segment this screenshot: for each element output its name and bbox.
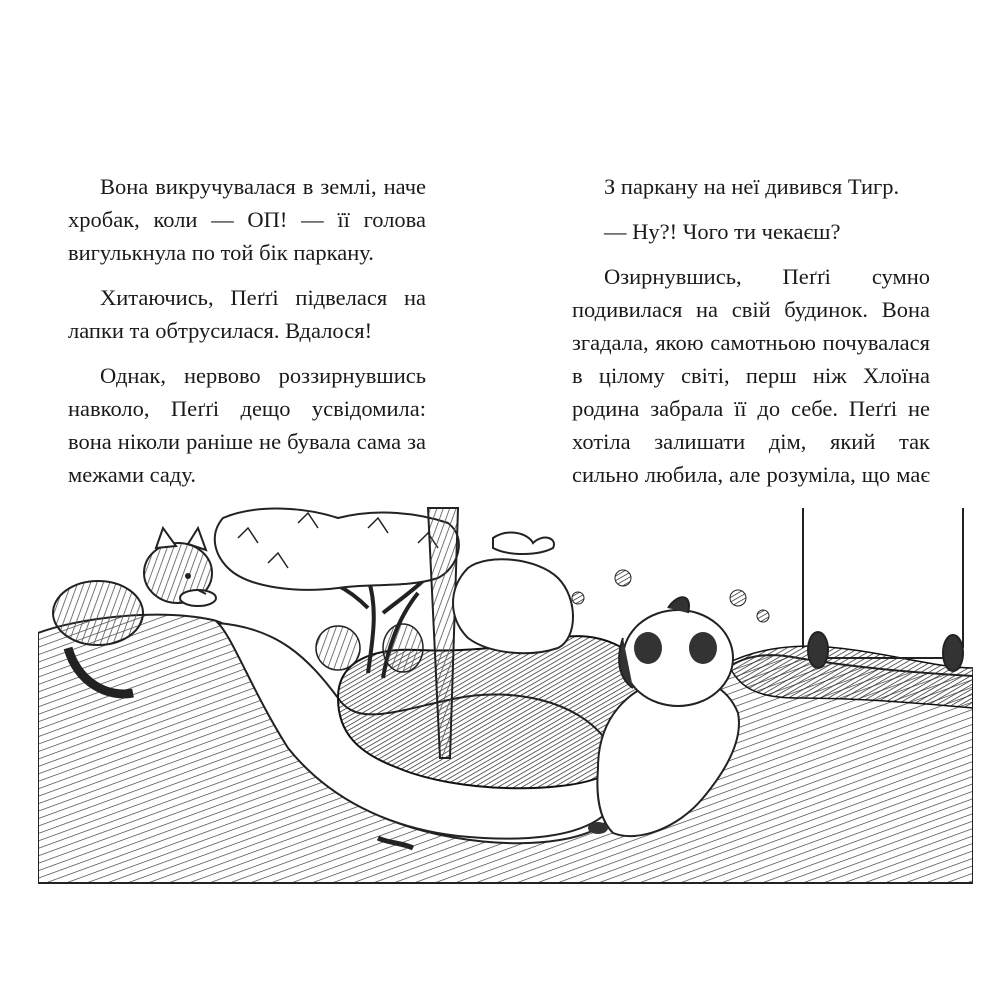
illustration — [38, 498, 973, 888]
right-text-column — [572, 170, 930, 503]
left-text-column — [68, 170, 426, 503]
wheelbarrow-icon — [803, 508, 963, 671]
sack-icon — [453, 533, 573, 654]
paragraph: З паркану на неї дивився Тигр. — [604, 174, 900, 199]
paragraph: Хитаючись, Пеґґі підвелася на лапки та обтрусилася. Вдалося! — [68, 285, 426, 343]
ground — [38, 615, 973, 883]
paragraph: Однак, нервово роззирнувшись навколо, Пеґґі дещо усвідомила: вона ніколи раніше не бувала сама за межами саду. — [68, 363, 426, 487]
paragraph: — Ну?! Чого ти чекаєш? — [604, 219, 841, 244]
paragraph: Вона викручувалася в землі, наче хробак, коли — ОП! — її голова вигулькнула по той бік паркану. — [68, 174, 426, 265]
paragraph: Озирнувшись, Пеґґі сумно подивилася на свій будинок. Вона згадала, якою самотньою почувалася в цілому світі, перш ніж Хлоїна родина забрала її до себе. Пеґґі не хотіла залишати дім, який так сильно любила, але розуміла, що має — [572, 264, 930, 487]
